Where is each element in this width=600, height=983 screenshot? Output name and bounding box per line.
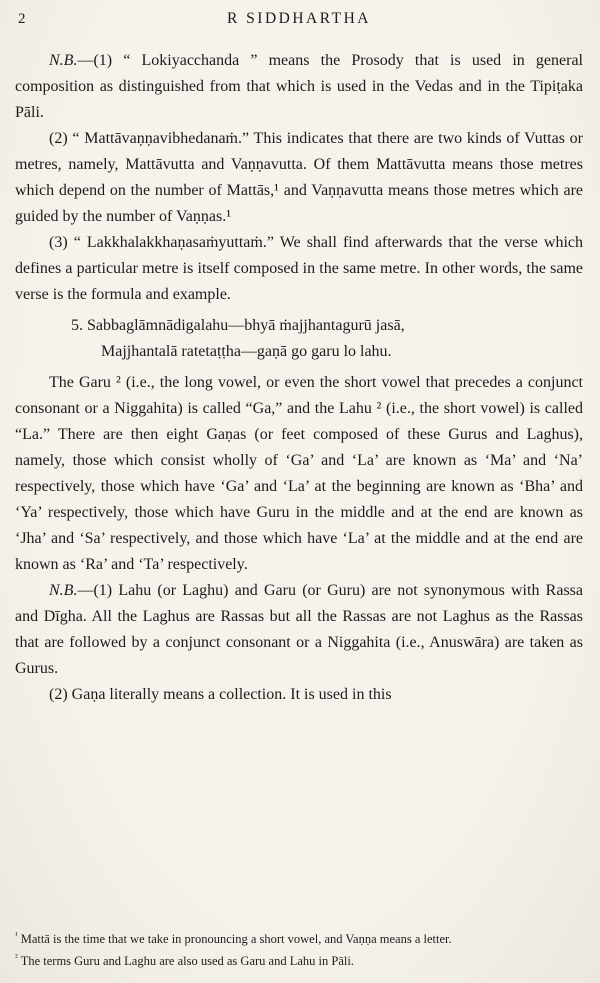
verse-line-2: Majjhantalā ratetaṭṭha—gaṇā go garu lo lahu. — [101, 343, 392, 360]
paragraph-point3 — [15, 230, 583, 308]
footnote-1 — [15, 930, 583, 949]
paragraph-garu-lahu — [15, 370, 583, 578]
footnote-text: The terms Guru and Laghu are also used as Garu and Lahu in Pāli. — [20, 954, 354, 968]
paragraph-gana — [15, 682, 583, 708]
body-text — [15, 48, 583, 708]
paragraph-text: The Garu ² (i.e., the long vowel, or even the short vowel that precedes a conjunct consonant or a Niggahita) is called “Ga,” and the Lahu ² (i.e., the short vowel) is called “La.” There are then eight Gaṇas (or feet composed of these Gurus and Laghus), namely, those which consist wholly of ‘Ga’ and ‘La’ are known as ‘Ma’ and ‘Na’ respectively, those which have ‘Ga’ and ‘La’ at the beginning are known as ‘Bha’ and ‘Ya’ respectively, those which have Guru in the middle and at the end are known as ‘Jha’ and ‘Sa’ respectively, and those which have ‘La’ at the middle and at the end are known as ‘Ra’ and ‘Ta’ respectively. — [15, 374, 583, 573]
footnote-text: Mattā is the time that we take in pronouncing a short vowel, and Vaṇṇa means a letter. — [20, 932, 452, 946]
paragraph-text: —(1) “ Lokiyacchanda ” means the Prosody that is used in general composition as distinguished from that which is used in the Vedas and in the Tipiṭaka Pāli. — [15, 52, 583, 121]
footnotes — [15, 927, 583, 973]
nb-label: N.B. — [49, 52, 78, 69]
page-number: 2 — [18, 11, 26, 27]
paragraph-nb2 — [15, 578, 583, 682]
footnote-2 — [15, 952, 583, 971]
paragraph-text: (3) “ Lakkhalakkhaṇasaṁyuttaṁ.” We shall find afterwards that the verse which defines a particular metre is itself composed in the same metre. In other words, the same verse is the formula and example. — [15, 234, 583, 303]
paragraph-nb1 — [15, 48, 583, 126]
page-header — [15, 10, 583, 32]
footnote-marker: ¹ — [15, 929, 18, 940]
verse-line-1: 5. Sabbaglāmnādigalahu—bhyā ṁajjhantagurū jasā, — [71, 317, 405, 334]
running-head: R SIDDHARTHA — [226, 10, 372, 27]
paragraph-text: (2) “ Mattāvaṇṇavibhedanaṁ.” This indicates that there are two kinds of Vuttas or metres, namely, Mattāvutta and Vaṇṇavutta. Of them Mattāvutta means those metres which depend on the number of Mattās,¹ and Vaṇṇavutta means those metres which are guided by the number of Vaṇṇas.¹ — [15, 130, 583, 225]
footnote-marker: ² — [15, 951, 18, 962]
nb-label: N.B. — [49, 582, 78, 599]
paragraph-text: —(1) Lahu (or Laghu) and Garu (or Guru) are not synonymous with Rassa and Dīgha. All the Laghus are Rassas but all the Rassas are not Laghus as the Rassas that are followed by a conjunct consonant or a Niggahita (i.e., Anuswāra) are taken as Gurus. — [15, 582, 583, 677]
verse-block — [71, 313, 583, 365]
paragraph-point2 — [15, 126, 583, 230]
paragraph-text: (2) Gaṇa literally means a collection. It is used in this — [49, 686, 392, 703]
